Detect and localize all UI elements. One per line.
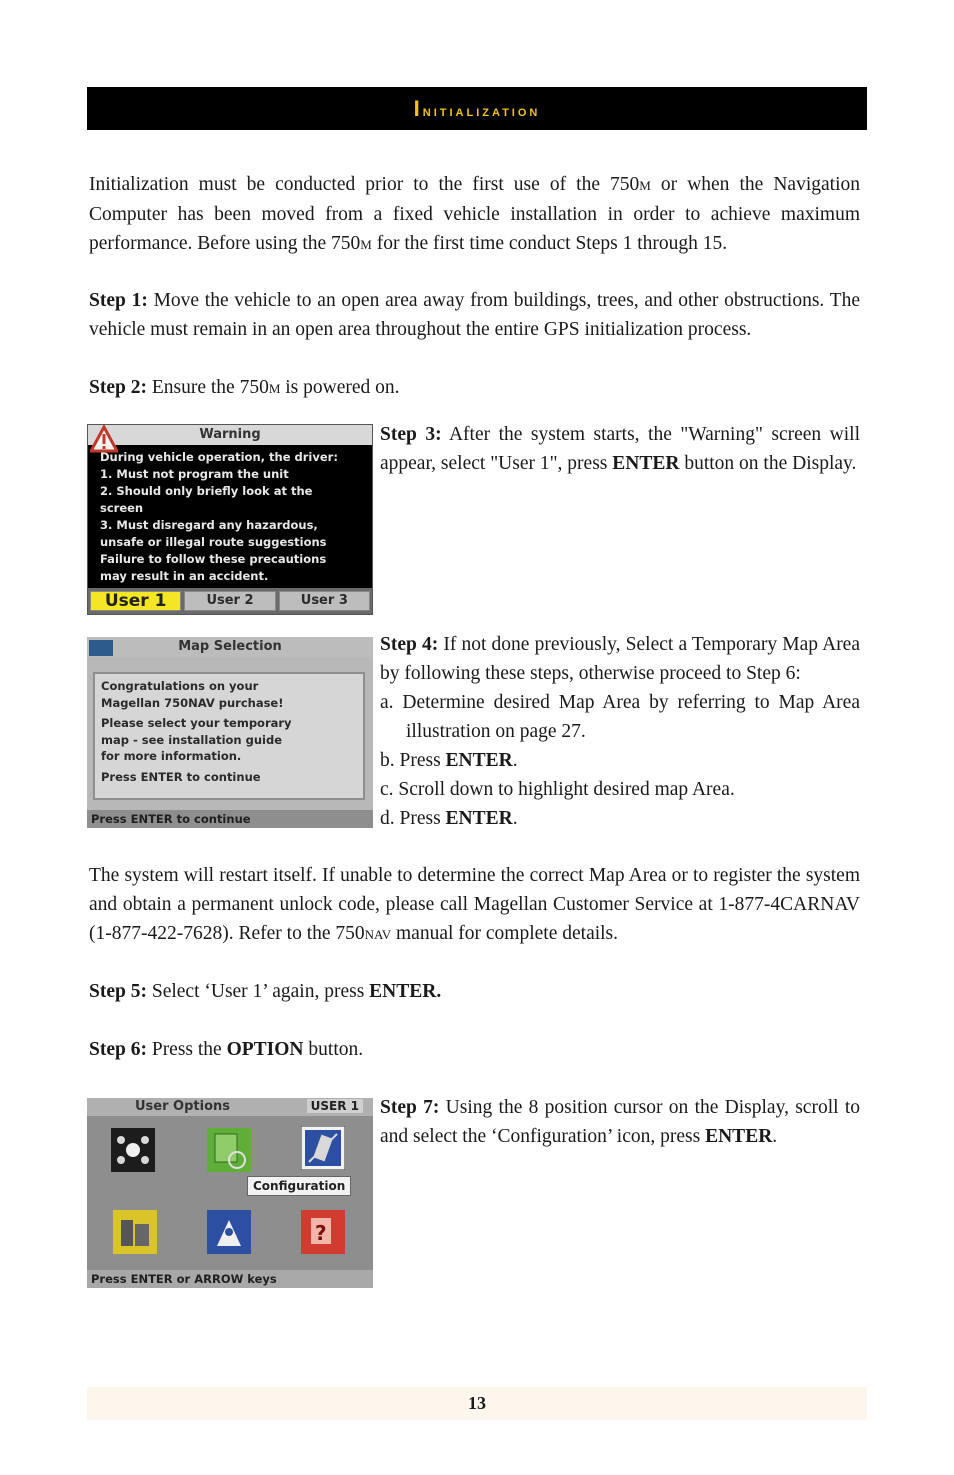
step-4c: c. Scroll down to highlight desired map Area. (380, 779, 735, 800)
configuration-icon (301, 1126, 345, 1170)
map-selection-screen-image (87, 637, 373, 828)
user-options-title: User Options (135, 1099, 230, 1114)
user-1-button: User 1 (90, 591, 181, 611)
user-badge: USER 1 (307, 1099, 363, 1113)
section-title: Initialization (413, 96, 541, 121)
step-3: Step 3: After the system starts, the "Warning" screen will appear, select "User 1", press ENTER button on the Display. (380, 424, 860, 474)
map-selection-footer: Press ENTER to continue (87, 810, 373, 828)
warning-text: During vehicle operation, the driver: 1. Must not program the unit 2. Should only briefly look at the screen 3. Must disregard any hazardous, unsafe or illegal route suggestions Failure to follow these precautions may result in an accident. (100, 450, 338, 583)
user-2-button: User 2 (184, 591, 275, 611)
map-selection-title: Map Selection (178, 639, 282, 654)
step-4b: b. Press ENTER. (380, 750, 518, 771)
user-3-button: User 3 (279, 591, 370, 611)
warning-screen-image (87, 424, 373, 615)
map-selection-message: Congratulations on your Magellan 750NAV purchase! Please select your temporary map - see installation guide for more information. Press ENTER to continue (93, 672, 365, 800)
map-icon (207, 1128, 251, 1172)
warning-title: Warning (199, 427, 261, 442)
page-number: 13 (468, 1393, 486, 1413)
configuration-tooltip: Configuration (247, 1176, 351, 1196)
intro-paragraph: Initialization must be conducted prior to the first use of the 750M or when the Navigation Computer has been moved from a fixed vehicle installation in order to achieve maximum performance. Before using the 750M for the first time conduct Steps 1 through 15. (89, 174, 860, 254)
step-7: Step 7: Using the 8 position cursor on the Display, scroll to and select the ‘Configuration’ icon, press ENTER. (380, 1097, 860, 1147)
step-1: Step 1: Move the vehicle to an open area away from buildings, trees, and other obstructions. The vehicle must remain in an open area throughout the entire GPS initialization process. (89, 290, 860, 340)
user-options-screen-image (87, 1098, 373, 1288)
restart-paragraph: The system will restart itself. If unable to determine the correct Map Area or to register the system and obtain a permanent unlock code, please call Magellan Customer Service at 1-877-4CARNAV (1-877-422-7628). Refer to the 750NAV manual for complete details. (89, 865, 860, 944)
help-icon (301, 1210, 345, 1254)
step-6: Step 6: Press the OPTION button. (89, 1039, 364, 1060)
user-options-footer: Press ENTER or ARROW keys (87, 1270, 373, 1288)
section-header (87, 87, 867, 130)
step-4d: d. Press ENTER. (380, 808, 518, 829)
page-footer (87, 1387, 867, 1420)
step-2: Step 2: Ensure the 750M is powered on. (89, 377, 400, 398)
step-4a: a. Determine desired Map Area by referring to Map Area illustration on page 27. (380, 692, 860, 742)
network-icon (111, 1128, 155, 1172)
step-4: Step 4: If not done previously, Select a Temporary Map Area by following these steps, otherwise proceed to Step 6: a. Determine desired Map Area by referring to Map Area illustration on page 27. b. Press ENTER. c. Scroll down to highlight desired map Area. d. Press ENTER. (380, 630, 860, 833)
satellite-icon (207, 1210, 251, 1254)
svg-text:?: ? (315, 1221, 327, 1245)
step-5: Step 5: Select ‘User 1’ again, press ENTER. (89, 981, 442, 1002)
user-buttons (88, 588, 372, 614)
documents-icon (113, 1210, 157, 1254)
